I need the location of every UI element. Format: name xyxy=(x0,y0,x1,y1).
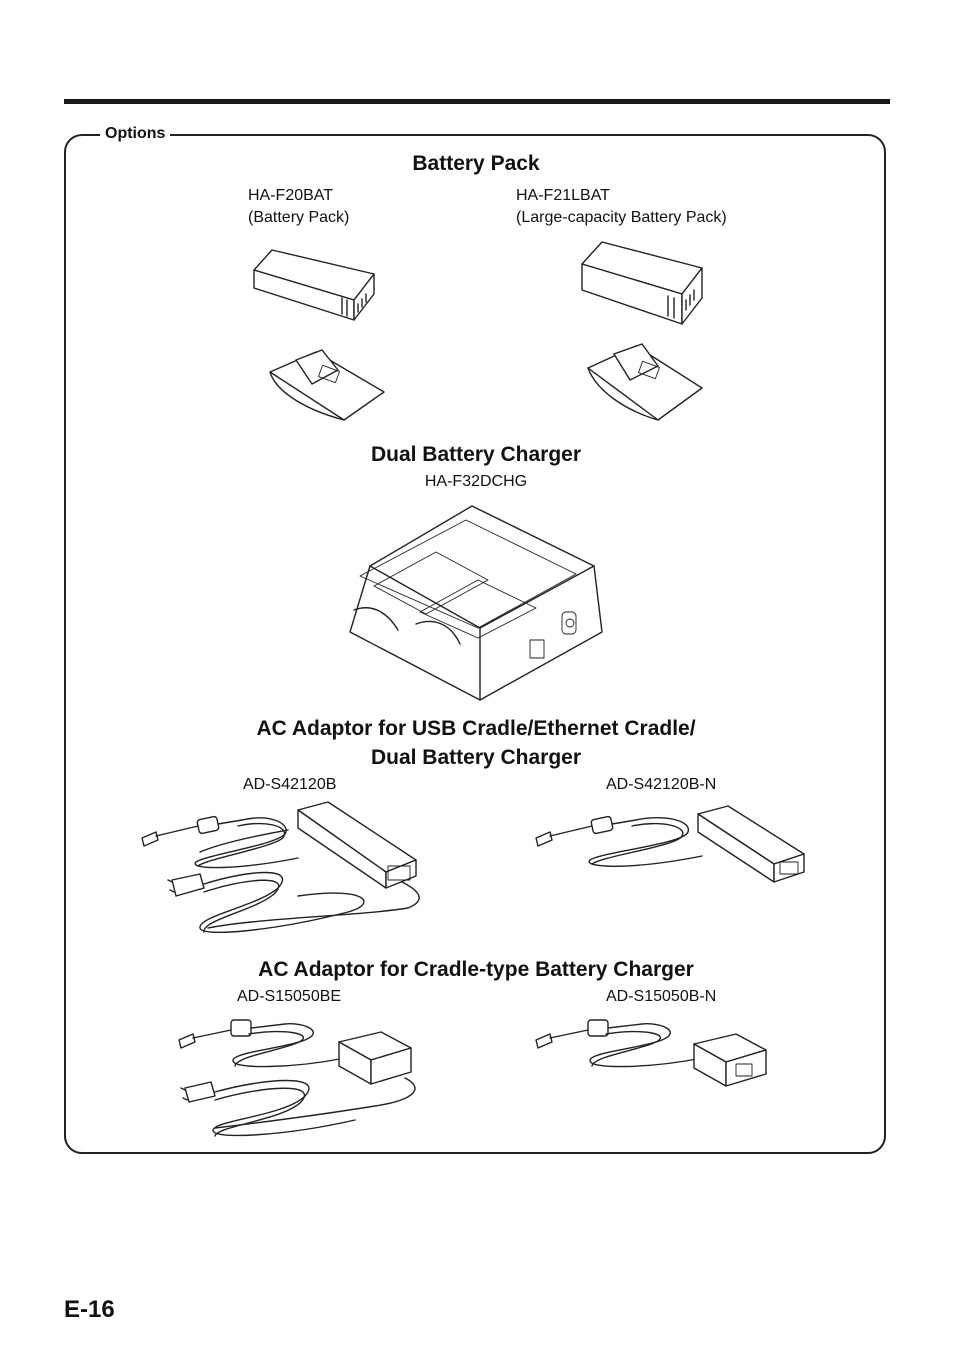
battery-pack-illustration xyxy=(250,248,380,324)
battery-left-model: HA-F20BAT xyxy=(248,187,334,204)
ac-usb-heading-line2: Dual Battery Charger xyxy=(370,746,582,769)
ac-adaptor-usb-illustration xyxy=(532,800,812,895)
ac-usb-right-model: AD-S42120B-N xyxy=(606,776,717,793)
dual-charger-illustration xyxy=(340,500,605,705)
ac-cradle-right-model: AD-S15050B-N xyxy=(606,988,717,1005)
battery-right-model: HA-F21LBAT xyxy=(516,187,610,204)
page-number: E-16 xyxy=(64,1296,115,1323)
ac-cradle-heading: AC Adaptor for Cradle-type Battery Charger xyxy=(258,958,694,981)
top-rule xyxy=(64,99,890,104)
battery-left-desc: (Battery Pack) xyxy=(248,209,350,226)
battery-pack-heading: Battery Pack xyxy=(412,152,540,175)
ac-adaptor-cradle-with-cord-illustration xyxy=(175,1012,430,1147)
ac-usb-left-model: AD-S42120B xyxy=(243,776,337,793)
charger-model: HA-F32DCHG xyxy=(424,473,528,490)
large-battery-pack-illustration xyxy=(578,240,708,328)
battery-case-illustration xyxy=(266,348,390,426)
ac-usb-heading-line1: AC Adaptor for USB Cradle/Ethernet Cradle/ xyxy=(256,717,696,740)
charger-heading: Dual Battery Charger xyxy=(370,443,582,466)
large-battery-case-illustration xyxy=(584,342,708,426)
frame-label: Options xyxy=(100,125,170,143)
ac-cradle-left-model: AD-S15050BE xyxy=(237,988,342,1005)
battery-right-desc: (Large-capacity Battery Pack) xyxy=(516,209,727,226)
ac-adaptor-cradle-illustration xyxy=(532,1012,772,1092)
ac-adaptor-usb-with-cord-illustration xyxy=(138,800,433,945)
